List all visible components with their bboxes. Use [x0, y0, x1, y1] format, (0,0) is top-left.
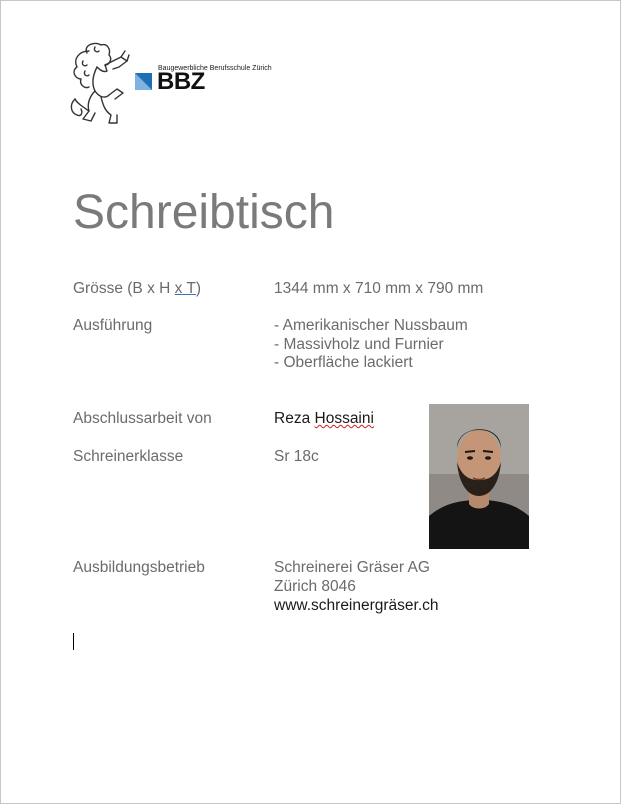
size-label-end: )	[195, 280, 202, 297]
logo-caption: Baugewerbliche Berufsschule Zürich	[158, 65, 272, 72]
class-value[interactable]: Sr 18c	[274, 448, 319, 465]
portrait-photo[interactable]	[429, 404, 529, 549]
company-city[interactable]: Zürich 8046	[274, 578, 356, 595]
size-label-main: Grösse (B x H	[73, 280, 175, 297]
finish-line-1[interactable]: - Amerikanischer Nussbaum	[274, 317, 468, 334]
author-name[interactable]	[274, 410, 374, 429]
size-value[interactable]: 1344 mm x 710 mm x 790 mm	[274, 280, 484, 297]
text-cursor	[73, 633, 74, 650]
company-label[interactable]: Ausbildungsbetrieb	[73, 559, 205, 576]
finish-line-2[interactable]: - Massivholz und Furnier	[274, 336, 444, 353]
finish-label[interactable]: Ausführung	[73, 317, 153, 334]
company-name[interactable]: Schreinerei Gräser AG	[274, 559, 430, 576]
bbz-blue-square-icon	[135, 73, 152, 90]
class-label[interactable]: Schreinerklasse	[73, 448, 184, 465]
author-first-name: Reza	[274, 410, 315, 427]
company-website[interactable]: www.schreinergräser.ch	[274, 597, 439, 614]
size-label-underlined: x T	[174, 280, 196, 297]
logo-wordmark: BBZ	[157, 68, 205, 95]
finish-line-3[interactable]: - Oberfläche lackiert	[274, 354, 413, 371]
portrait-illustration	[429, 404, 529, 549]
size-label[interactable]	[73, 280, 201, 299]
lion-crest-icon	[65, 39, 131, 127]
author-last-name: Hossaini	[314, 410, 374, 427]
author-label[interactable]: Abschlussarbeit von	[73, 410, 212, 427]
document-title[interactable]: Schreibtisch	[73, 186, 335, 239]
